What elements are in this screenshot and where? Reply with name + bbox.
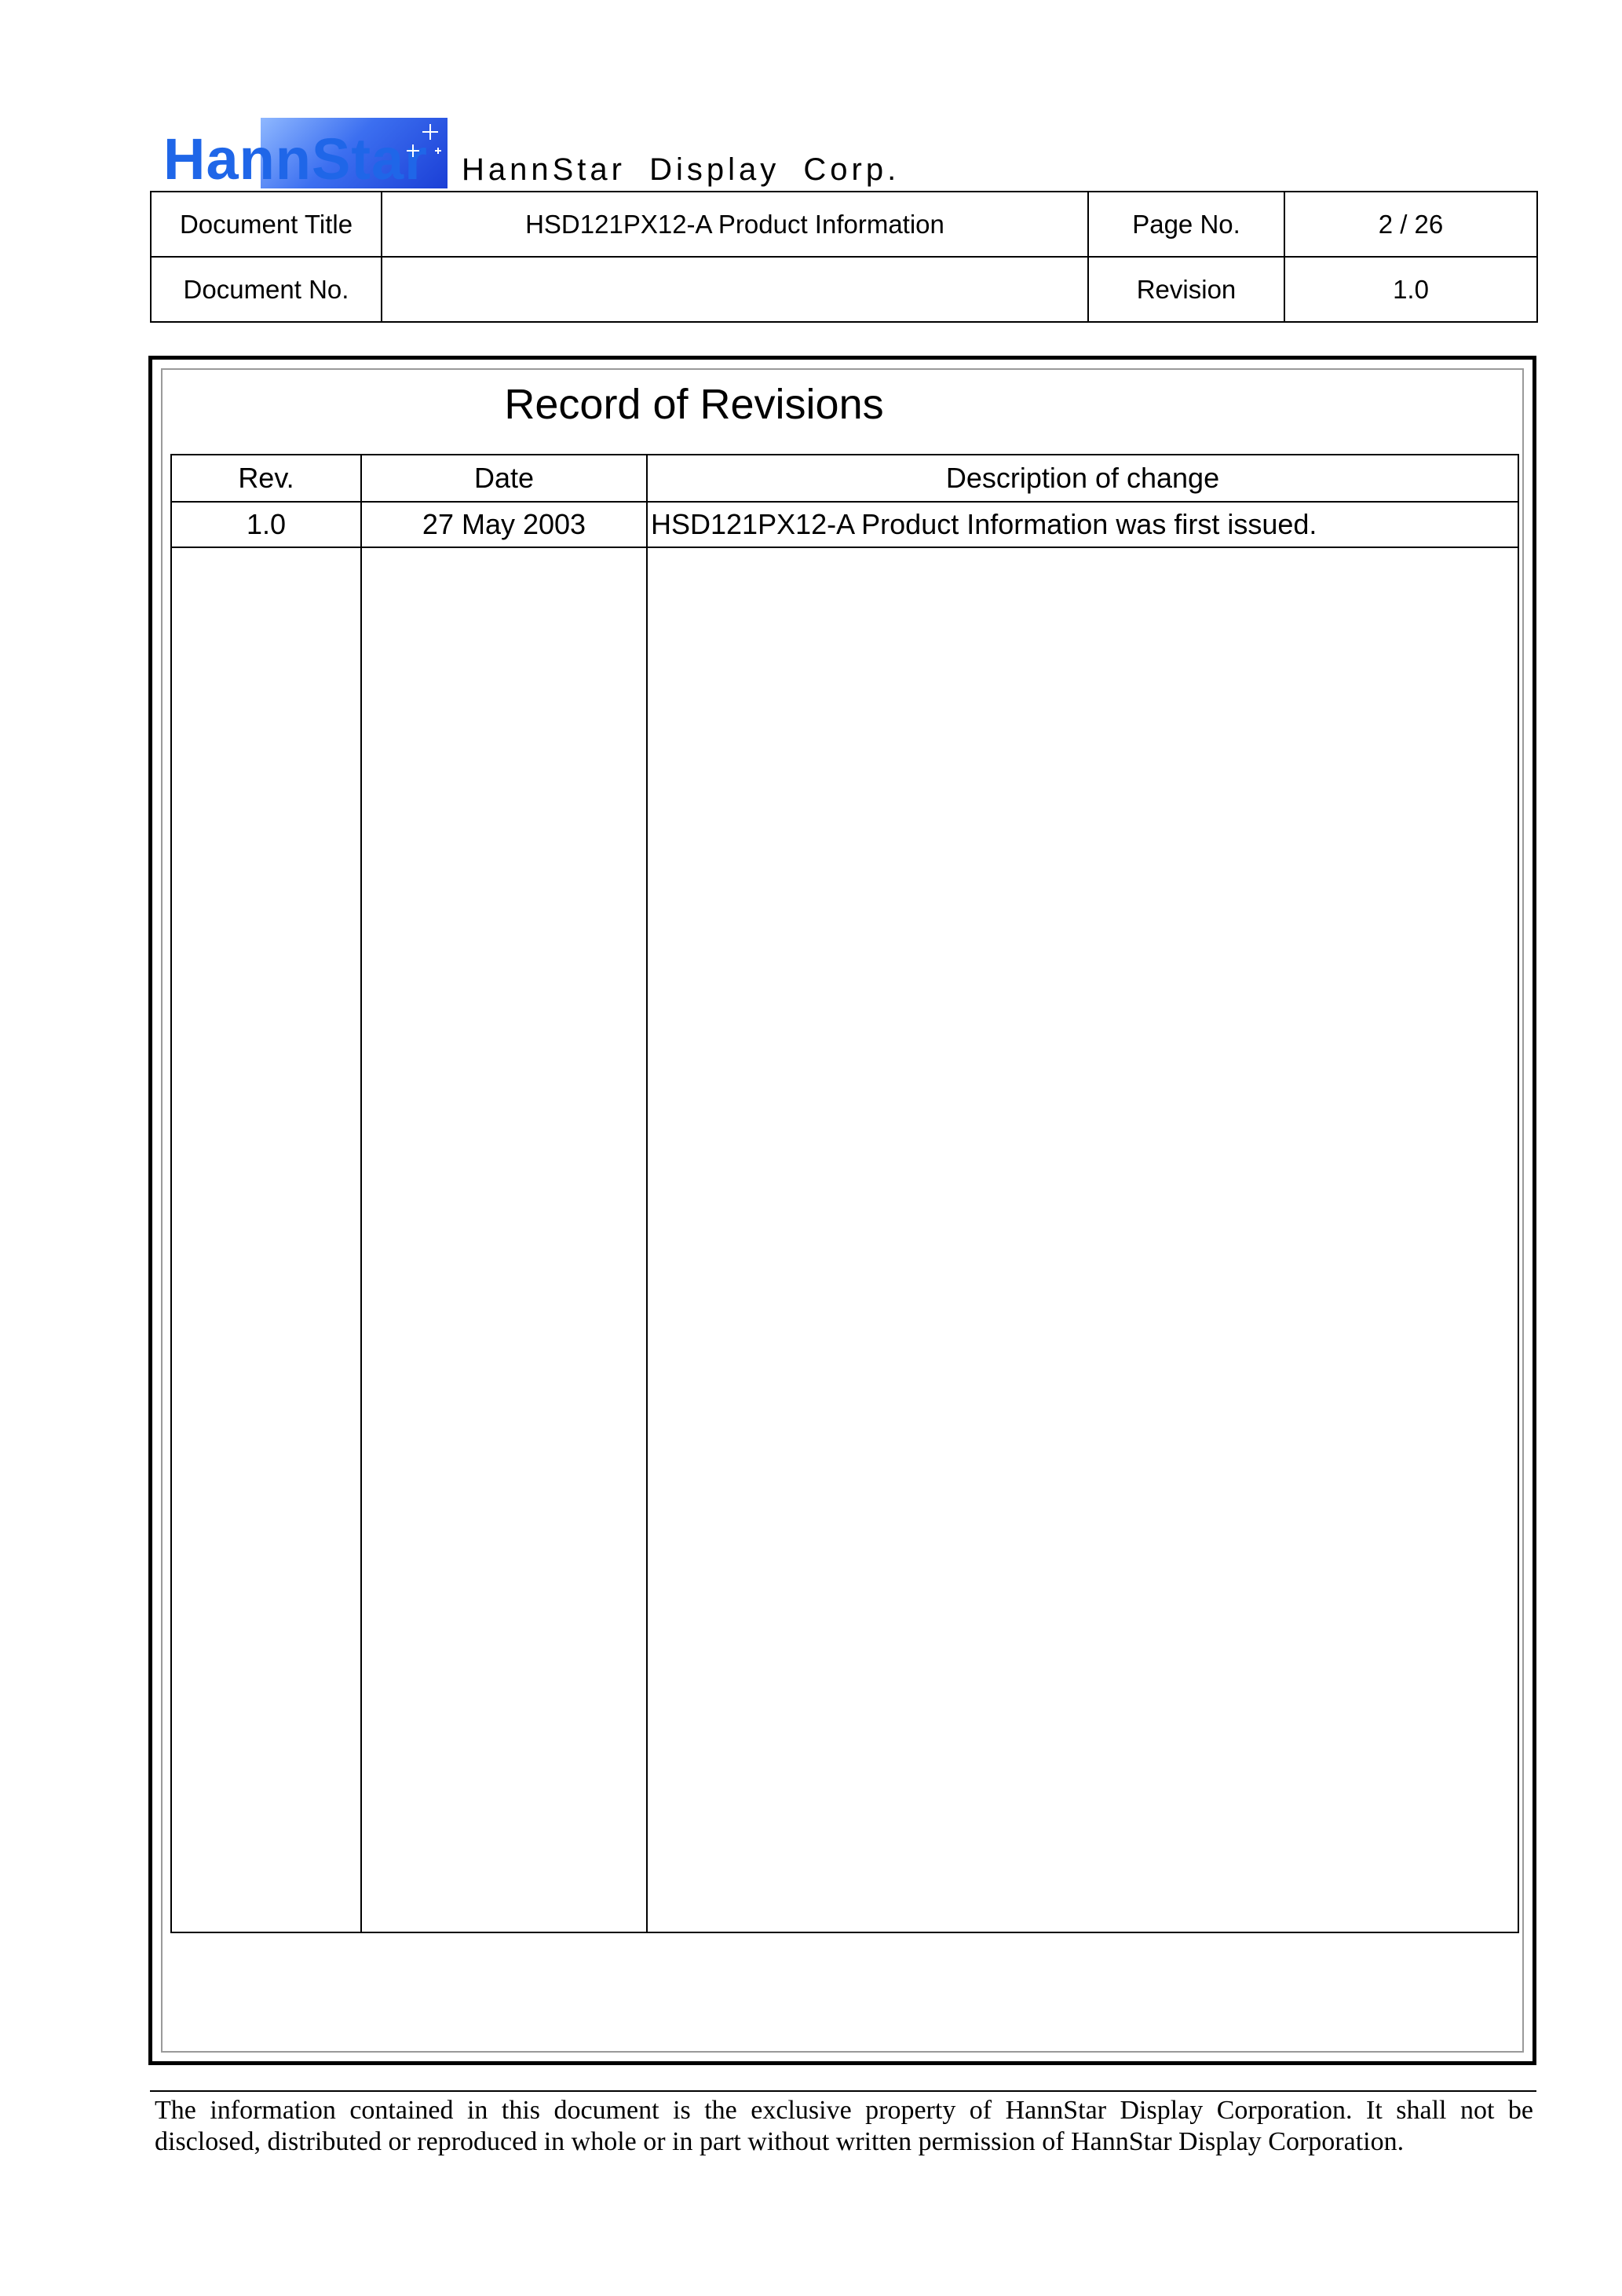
description-cell: HSD121PX12-A Product Information was first issued. — [647, 502, 1518, 547]
document-info-table — [150, 191, 1538, 323]
revisions-table — [170, 454, 1519, 1933]
column-header-rev: Rev. — [171, 455, 361, 502]
document-no-label: Document No. — [151, 257, 382, 322]
document-title-label: Document Title — [151, 192, 382, 257]
logo-wordmark — [163, 126, 428, 192]
column-header-date: Date — [361, 455, 647, 502]
logo-text-star: Star — [312, 126, 428, 192]
document-no-value — [382, 257, 1088, 322]
table-row — [171, 502, 1518, 547]
sparkle-icon — [399, 121, 448, 168]
revision-value: 1.0 — [1284, 257, 1537, 322]
revision-label: Revision — [1088, 257, 1284, 322]
company-name: HannStar Display Corp. — [462, 152, 901, 187]
revisions-title: Record of Revisions — [504, 381, 884, 428]
document-title-value: HSD121PX12-A Product Information — [382, 192, 1088, 257]
empty-table-row — [171, 547, 1518, 1932]
company-logo — [163, 118, 448, 190]
page-no-label: Page No. — [1088, 192, 1284, 257]
date-cell: 27 May 2003 — [361, 502, 647, 547]
column-header-description: Description of change — [647, 455, 1518, 502]
logo-text-hann: Hann — [163, 126, 312, 192]
footer-divider — [150, 2090, 1536, 2092]
rev-cell: 1.0 — [171, 502, 361, 547]
page-no-value: 2 / 26 — [1284, 192, 1537, 257]
empty-description-cell — [647, 547, 1518, 1932]
footer-line-1: The information contained in this document is the exclusive property of HannStar Display Corporation. It shall not be — [155, 2096, 1533, 2125]
empty-date-cell — [361, 547, 647, 1932]
footer-line-2: disclosed, distributed or reproduced in whole or in part without written permission of HannStar Display Corporation. — [155, 2127, 1405, 2156]
empty-rev-cell — [171, 547, 361, 1932]
confidentiality-notice — [155, 2095, 1533, 2158]
